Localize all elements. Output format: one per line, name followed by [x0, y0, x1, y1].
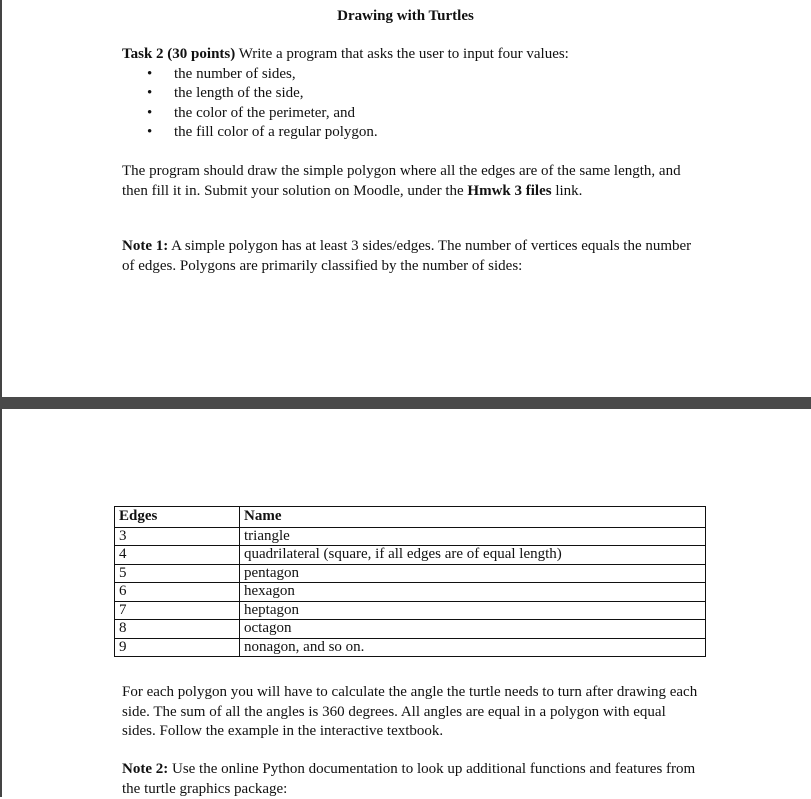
note-1-text: A simple polygon has at least 3 sides/edges. The number of vertices equals the number of edges. Polygons are primarily classified by the number of sides:	[122, 238, 692, 274]
name-cell: octagon	[240, 620, 706, 639]
name-cell: hexagon	[240, 583, 706, 602]
edges-cell: 7	[115, 601, 240, 620]
name-cell: triangle	[240, 527, 706, 546]
polygon-table	[114, 506, 706, 657]
edges-cell: 3	[115, 527, 240, 546]
edges-cell: 6	[115, 583, 240, 602]
list-item: • the number of sides,	[122, 65, 702, 85]
task-intro-text: Write a program that asks the user to input four values:	[235, 46, 569, 62]
list-item: • the color of the perimeter, and	[122, 104, 702, 124]
edges-cell: 8	[115, 620, 240, 639]
edges-cell: 9	[115, 638, 240, 657]
task-label: Task 2 (30 points)	[122, 46, 236, 62]
submission-paragraph	[122, 162, 702, 201]
note-2	[122, 760, 702, 799]
angle-paragraph: For each polygon you will have to calculate the angle the turtle needs to turn after drawing each side. The sum of all the angles is 360 degrees. All angles are equal in a polygon with equal sides. Follow the example in the interactive textbook.	[122, 684, 698, 739]
name-cell: quadrilateral (square, if all edges are of equal length)	[240, 546, 706, 565]
note-1-label: Note 1:	[122, 238, 169, 254]
task-intro	[122, 45, 702, 65]
edges-cell: 4	[115, 546, 240, 565]
name-cell: heptagon	[240, 601, 706, 620]
table-row	[115, 601, 706, 620]
hmwk-files-link-label: Hmwk 3 files	[467, 182, 552, 199]
table-row	[115, 620, 706, 639]
table-row	[115, 564, 706, 583]
header-name: Name	[240, 507, 706, 528]
name-cell: pentagon	[240, 564, 706, 583]
table-row	[115, 583, 706, 602]
task-input-list	[122, 65, 702, 143]
table-header-row	[115, 507, 706, 528]
task-section	[122, 45, 702, 143]
page-separator	[0, 397, 811, 409]
note-2-label: Note 2:	[122, 761, 169, 777]
list-item: • the fill color of a regular polygon.	[122, 123, 702, 143]
edges-cell: 5	[115, 564, 240, 583]
table-row	[115, 527, 706, 546]
table-row	[115, 546, 706, 565]
list-item: • the length of the side,	[122, 84, 702, 104]
note-2-text: Use the online Python documentation to look up additional functions and features from the turtle graphics package:	[122, 761, 696, 797]
submission-end: link.	[551, 182, 583, 199]
table-row	[115, 638, 706, 657]
submission-text: The program should draw the simple polygon where all the edges are of the same length, and then fill it in. Submit your solution on Moodle, under the	[122, 163, 681, 199]
name-cell: nonagon, and so on.	[240, 638, 706, 657]
document-title: Drawing with Turtles	[337, 8, 474, 24]
note-1	[122, 237, 702, 276]
header-edges: Edges	[115, 507, 240, 528]
